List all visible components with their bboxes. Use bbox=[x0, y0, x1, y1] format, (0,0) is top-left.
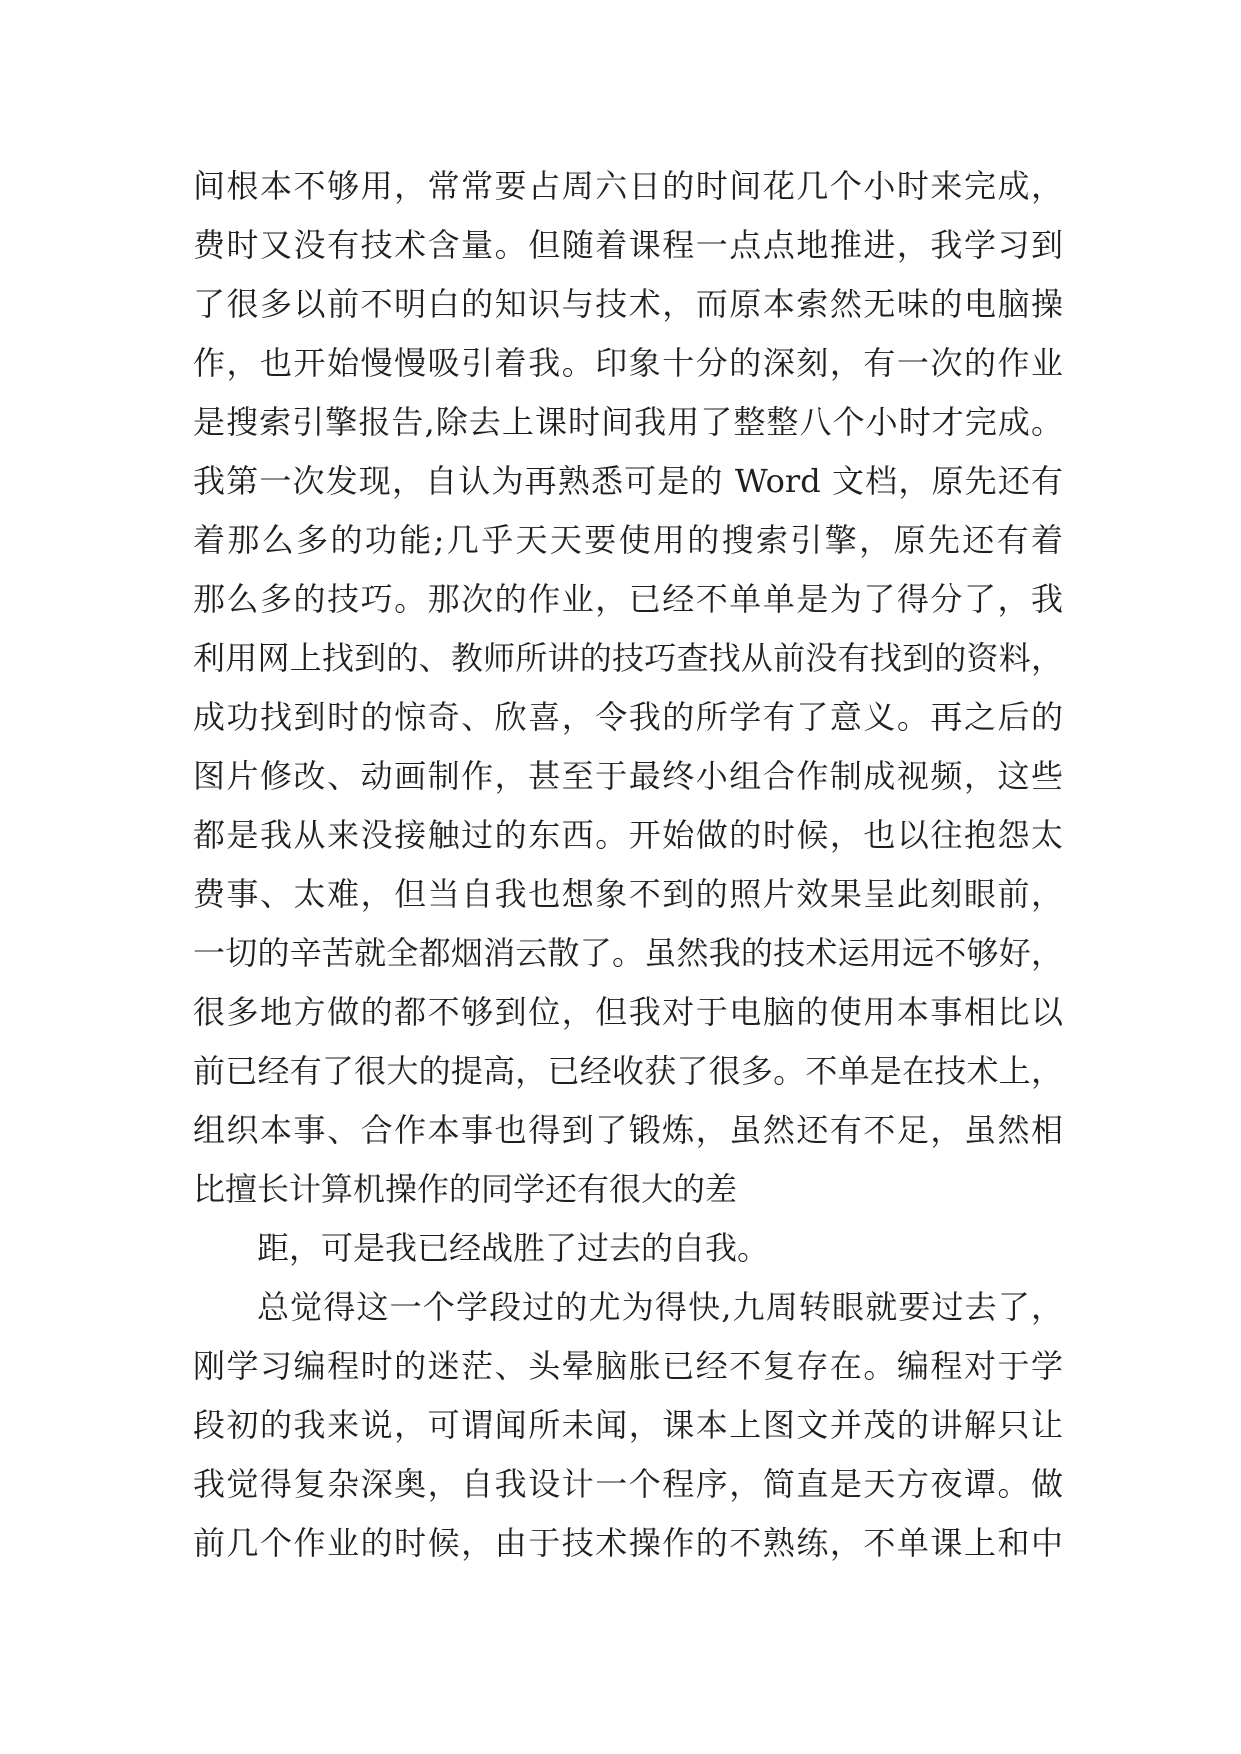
text-line: 一切的辛苦就全都烟消云散了。虽然我的技术运用远不够好， bbox=[193, 934, 1063, 972]
text-line: 前几个作业的时候，由于技术操作的不熟练，不单课上和中 bbox=[193, 1524, 1063, 1562]
text-line: 了很多以前不明白的知识与技术，而原本索然无味的电脑操 bbox=[193, 285, 1063, 323]
document-body bbox=[193, 157, 1063, 1573]
text-line: 利用网上找到的、教师所讲的技巧查找从前没有找到的资料， bbox=[193, 639, 1063, 677]
text-line: 我第一次发现，自认为再熟悉可是的 Word 文档，原先还有 bbox=[193, 462, 1063, 500]
text-line: 费时又没有技术含量。但随着课程一点点地推进，我学习到 bbox=[193, 226, 1063, 264]
text-line: 组织本事、合作本事也得到了锻炼，虽然还有不足，虽然相 bbox=[193, 1111, 1063, 1149]
text-line: 段初的我来说，可谓闻所未闻，课本上图文并茂的讲解只让 bbox=[193, 1406, 1063, 1444]
text-line: 总觉得这一个学段过的尤为得快,九周转眼就要过去了， bbox=[257, 1288, 1063, 1326]
text-line: 很多地方做的都不够到位，但我对于电脑的使用本事相比以 bbox=[193, 993, 1063, 1031]
text-line: 成功找到时的惊奇、欣喜，令我的所学有了意义。再之后的 bbox=[193, 698, 1063, 736]
text-line: 比擅长计算机操作的同学还有很大的差 bbox=[193, 1170, 738, 1208]
text-line: 作，也开始慢慢吸引着我。印象十分的深刻，有一次的作业 bbox=[193, 344, 1063, 382]
text-line: 是搜索引擎报告,除去上课时间我用了整整八个小时才完成。 bbox=[193, 403, 1063, 441]
text-line: 前已经有了很大的提高，已经收获了很多。不单是在技术上， bbox=[193, 1052, 1063, 1090]
text-line: 费事、太难，但当自我也想象不到的照片效果呈此刻眼前， bbox=[193, 875, 1063, 913]
text-line: 距，可是我已经战胜了过去的自我。 bbox=[257, 1229, 770, 1267]
text-line: 我觉得复杂深奥，自我设计一个程序，简直是天方夜谭。做 bbox=[193, 1465, 1063, 1503]
text-line: 图片修改、动画制作，甚至于最终小组合作制成视频，这些 bbox=[193, 757, 1063, 795]
text-line: 那么多的技巧。那次的作业，已经不单单是为了得分了，我 bbox=[193, 580, 1063, 618]
text-line: 着那么多的功能;几乎天天要使用的搜索引擎，原先还有着 bbox=[193, 521, 1063, 559]
text-line: 刚学习编程时的迷茫、头晕脑胀已经不复存在。编程对于学 bbox=[193, 1347, 1063, 1385]
text-line: 都是我从来没接触过的东西。开始做的时候，也以往抱怨太 bbox=[193, 816, 1063, 854]
text-line: 间根本不够用，常常要占周六日的时间花几个小时来完成， bbox=[193, 167, 1063, 205]
